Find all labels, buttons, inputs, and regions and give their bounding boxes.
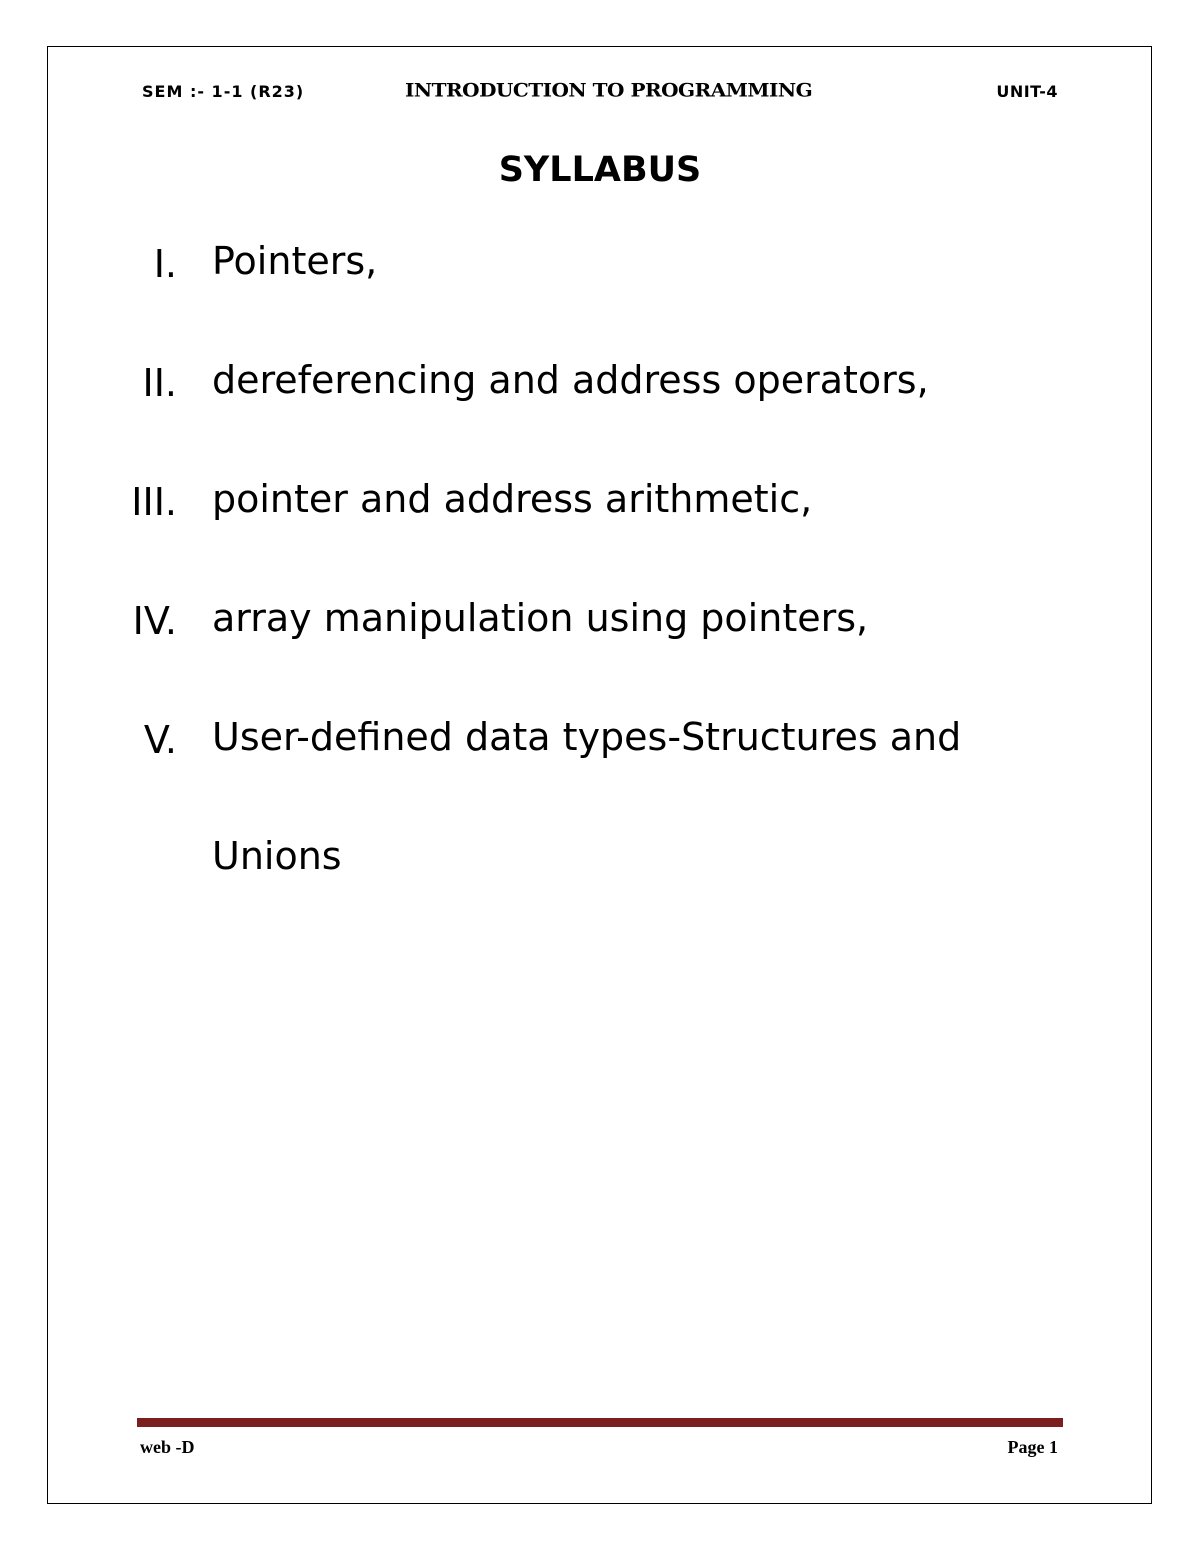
syllabus-list xyxy=(0,236,1200,950)
course-title: INTRODUCTION TO PROGRAMMING xyxy=(405,78,813,102)
list-item-text: pointer and address arithmetic, xyxy=(212,477,813,521)
list-item xyxy=(0,712,1200,950)
semester-label: SEM :- 1-1 (R23) xyxy=(142,82,305,101)
list-item-text: dereferencing and address operators, xyxy=(212,358,929,402)
unit-label: UNIT-4 xyxy=(996,82,1058,101)
page-title: SYLLABUS xyxy=(498,150,702,190)
list-item-number: III. xyxy=(131,480,177,524)
list-item-text: User-defined data types-Structures and Unions xyxy=(212,715,962,878)
page-number: Page 1 xyxy=(1007,1437,1058,1457)
list-item-number: V. xyxy=(143,718,177,762)
footer-author: web -D xyxy=(140,1437,195,1457)
footer-divider xyxy=(137,1418,1063,1427)
list-item-text: array manipulation using pointers, xyxy=(212,596,869,640)
list-item-number: IV. xyxy=(132,599,177,643)
list-item-number: I. xyxy=(153,242,177,286)
list-item-text: Pointers, xyxy=(212,239,378,283)
page-header xyxy=(0,78,1200,108)
list-item-number: II. xyxy=(142,361,177,405)
